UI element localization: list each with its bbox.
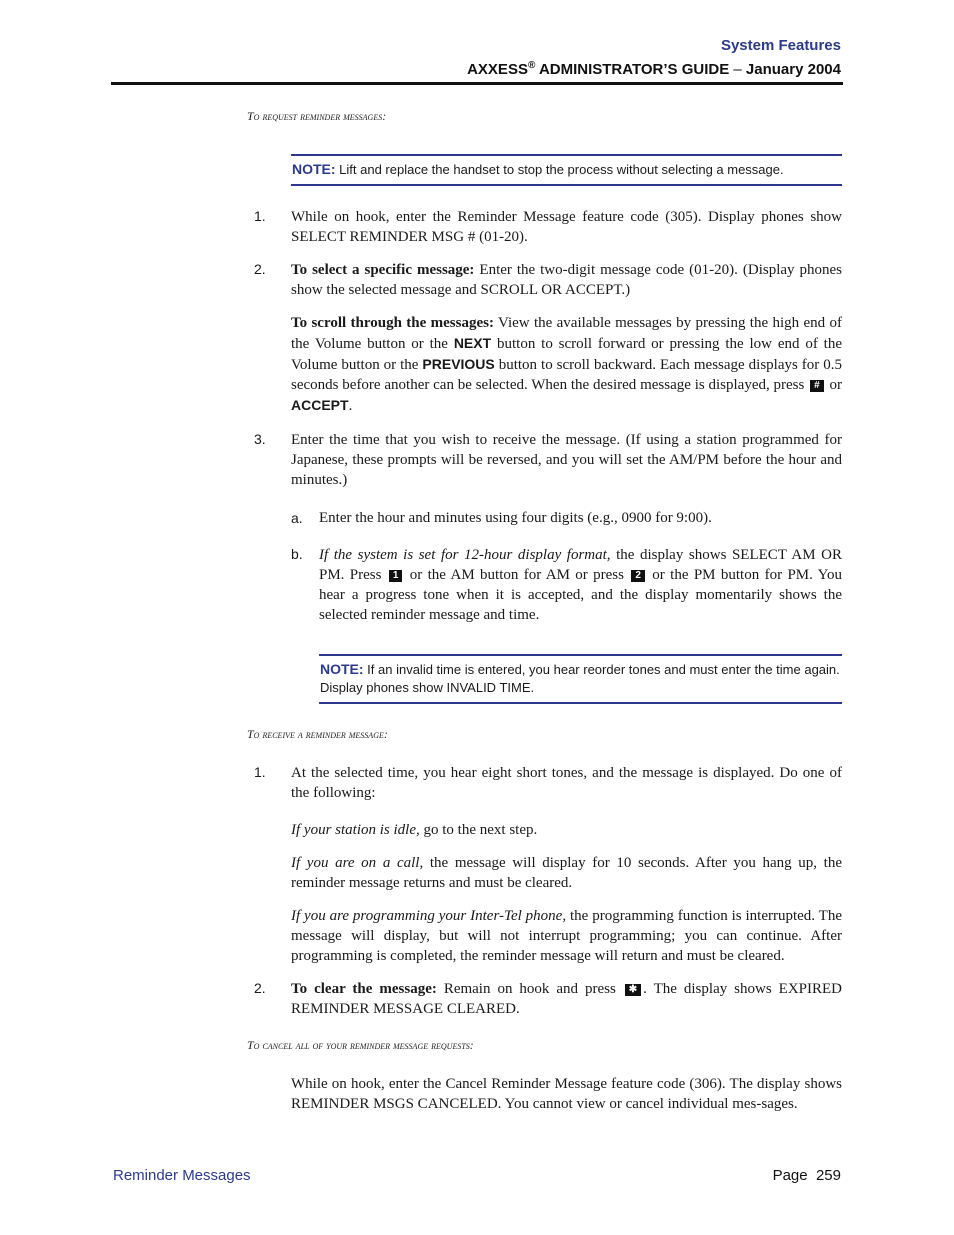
previous-button-label: PREVIOUS [422, 356, 495, 372]
procedure-heading-cancel: To cancel all of your reminder message requests: [247, 1038, 474, 1052]
cancel-paragraph: While on hook, enter the Cancel Reminder Message feature code (306). The display shows REMINDER MSGS CANCELED. You cannot view or cancel individual mes-sages. [291, 1076, 842, 1112]
accept-button-label: ACCEPT [291, 397, 349, 413]
page-number: Page 259 [772, 1167, 841, 1184]
star-key-icon: ✱ [625, 984, 641, 996]
step-text: To clear the message: Remain on hook and press ✱ . The display shows EXPIRED REMINDER MESSAGE CLEARED. [291, 981, 842, 1017]
condition-paragraph: If you are programming your Inter-Tel phone, the programming function is interrupted. The message will display, but will not interrupt programming; you can continue. After programming is completed, the reminder message will return and must be cleared. [291, 908, 842, 964]
note-box: NOTE: Lift and replace the handset to stop the process without selecting a message. [291, 154, 842, 186]
step-text: While on hook, enter the Reminder Message feature code (305). Display phones show SELECT REMINDER MSG # (01-20). [291, 209, 842, 245]
header-rule [111, 82, 843, 85]
digit-2-key-icon: 2 [631, 570, 645, 582]
step-text: To select a specific message: Enter the two-digit message code (01-20). (Display phones show the selected message and SCROLL OR ACCEPT.) [291, 262, 842, 298]
step-text: Enter the time that you wish to receive the message. (If using a station programmed for Japanese, these prompts will be reversed, and you will set the AM/PM before the hour and minutes.) [291, 432, 842, 488]
condition-paragraph: If you are on a call, the message will display for 10 seconds. After you hang up, the reminder message returns and must be cleared. [291, 855, 842, 891]
step-number: 2. [254, 980, 266, 996]
note-box: NOTE: If an invalid time is entered, you hear reorder tones and must enter the time again. Display phones show INVALID TIME. [319, 654, 842, 704]
pound-key-icon: # [810, 380, 824, 392]
procedure-heading-request: To request reminder messages: [247, 109, 387, 123]
header-section-title: System Features [720, 37, 841, 54]
step-number: 1. [254, 208, 266, 224]
step-number: 3. [254, 431, 266, 447]
header-guide-title: AXXESS® ADMINISTRATOR’S GUIDE – January 2004 [467, 60, 841, 78]
substep-text: Enter the hour and minutes using four digits (e.g., 0900 for 9:00). [319, 510, 712, 526]
step-number: 2. [254, 261, 266, 277]
step-number: 1. [254, 764, 266, 780]
footer-section-title: Reminder Messages [113, 1167, 251, 1184]
scroll-paragraph: To scroll through the messages: View the available messages by pressing the high end of the Volume button or the NEXT button to scroll forward or pressing the low end of the Volume button or the PREVIOUS button to scroll backward. Each message displays for 0.5 seconds before another can be selected. When the desired message is displayed, press # or ACCEPT. [291, 315, 843, 414]
procedure-heading-receive: To receive a reminder message: [247, 727, 388, 741]
step-text: At the selected time, you hear eight short tones, and the message is displayed. Do one of the following: [291, 765, 842, 801]
substep-label: b. [291, 546, 303, 562]
substep-label: a. [291, 510, 303, 526]
digit-1-key-icon: 1 [389, 570, 403, 582]
substep-text: If the system is set for 12-hour display format, the display shows SELECT AM OR PM. Press 1 or the AM button for AM or press 2 or the PM button for PM. You hear a progress tone when it is accepted, and the display momentarily shows the selected reminder message and time. [319, 547, 843, 623]
next-button-label: NEXT [453, 335, 492, 351]
condition-paragraph: If your station is idle, go to the next step. [291, 822, 538, 838]
